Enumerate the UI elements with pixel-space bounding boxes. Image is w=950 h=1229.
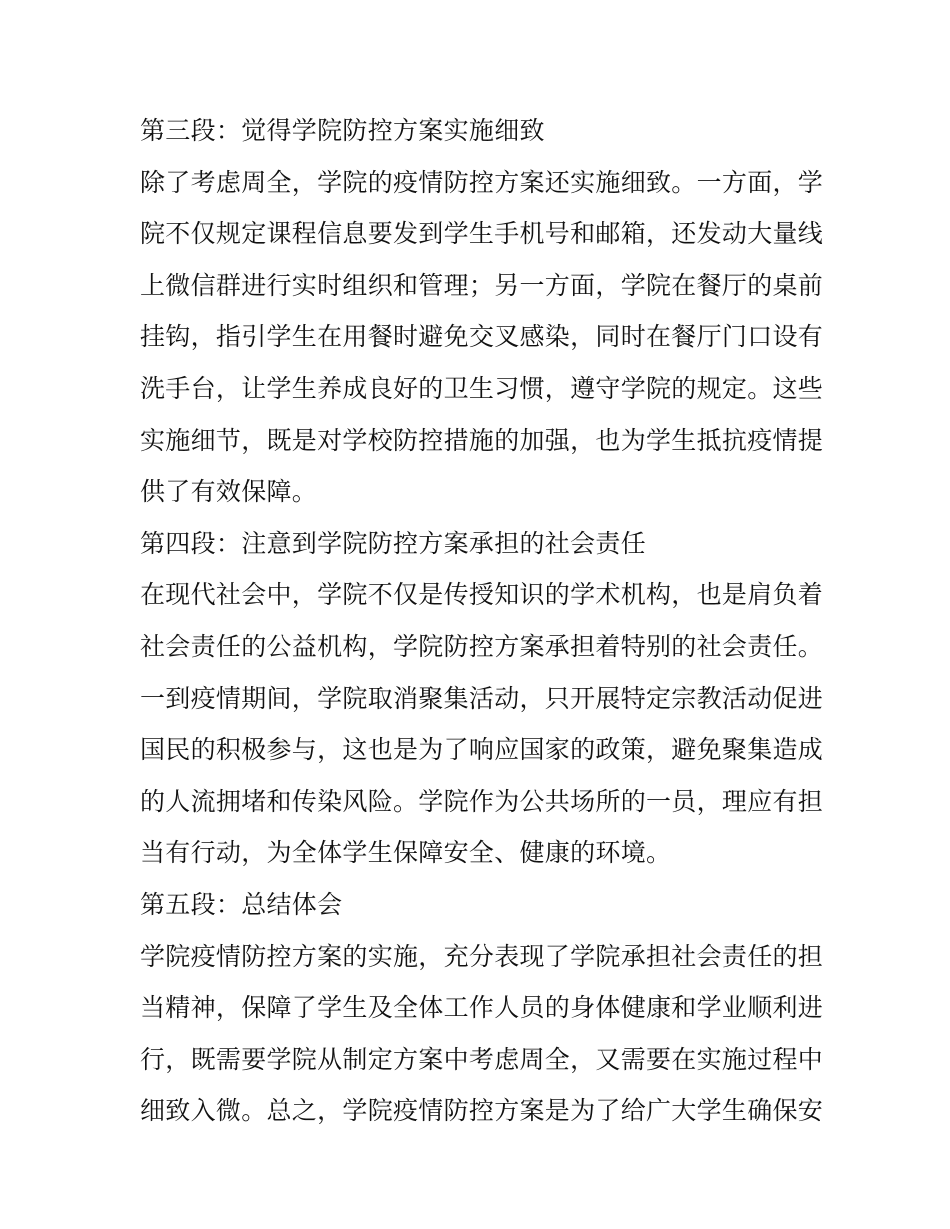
paragraph-line: 实施细节，既是对学校防控措施的加强，也为学生抵抗疫情提: [140, 425, 824, 455]
paragraph-line: 当有行动，为全体学生保障安全、健康的环境。: [140, 838, 672, 868]
paragraph-line: 社会责任的公益机构，学院防控方案承担着特别的社会责任。: [140, 631, 824, 661]
paragraph-line: 一到疫情期间，学院取消聚集活动，只开展特定宗教活动促进: [140, 683, 824, 713]
paragraph-line: 在现代社会中，学院不仅是传授知识的学术机构，也是肩负着: [140, 580, 824, 610]
paragraph-line: 学院疫情防控方案的实施，充分表现了学院承担社会责任的担: [140, 941, 824, 971]
paragraph-line: 院不仅规定课程信息要发到学生手机号和邮箱，还发动大量线: [140, 219, 824, 249]
section-heading-4: 第四段：注意到学院防控方案承担的社会责任: [140, 528, 647, 558]
paragraph-line: 国民的积极参与，这也是为了响应国家的政策，避免聚集造成: [140, 735, 824, 765]
paragraph-line: 洗手台，让学生养成良好的卫生习惯，遵守学院的规定。这些: [140, 373, 824, 403]
paragraph-line: 除了考虑周全，学院的疫情防控方案还实施细致。一方面，学: [140, 167, 824, 197]
section-heading-5: 第五段：总结体会: [140, 889, 343, 919]
paragraph-line: 上微信群进行实时组织和管理；另一方面，学院在餐厅的桌前: [140, 270, 824, 300]
section-heading-3: 第三段：觉得学院防控方案实施细致: [140, 116, 545, 145]
paragraph-line: 行，既需要学院从制定方案中考虑周全，又需要在实施过程中: [140, 1044, 824, 1074]
paragraph-line: 挂钩，指引学生在用餐时避免交叉感染，同时在餐厅门口设有: [140, 322, 824, 352]
document-body: [140, 105, 824, 1137]
paragraph-line: 供了有效保障。: [140, 477, 318, 507]
paragraph-line: 的人流拥堵和传染风险。学院作为公共场所的一员，理应有担: [140, 786, 824, 816]
paragraph-line: 当精神，保障了学生及全体工作人员的身体健康和学业顺利进: [140, 993, 824, 1023]
paragraph-line: 细致入微。总之，学院疫情防控方案是为了给广大学生确保安: [140, 1096, 824, 1126]
